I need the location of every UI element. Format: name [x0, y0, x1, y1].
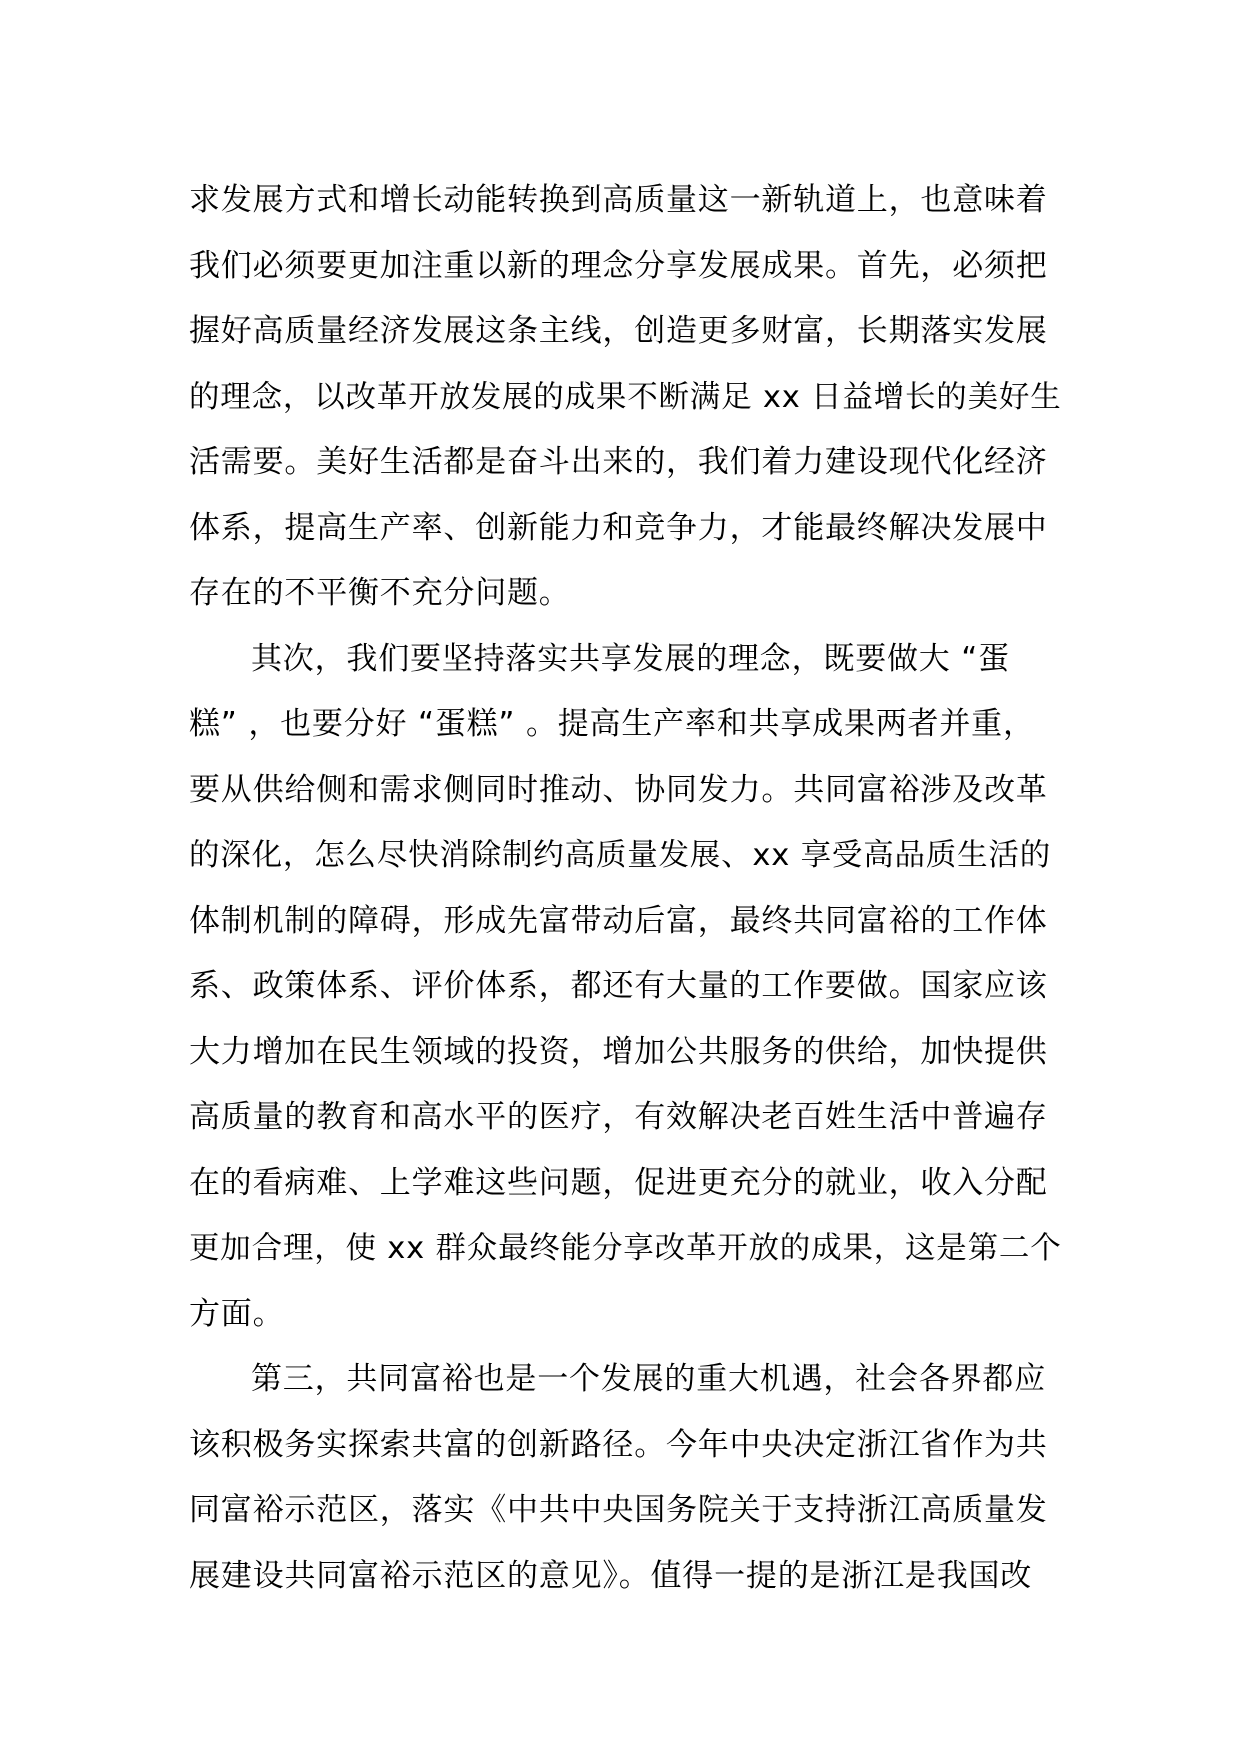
text-line: 更加合理，使 xx 群众最终能分享改革开放的成果，这是第二个	[189, 1231, 1062, 1266]
text-line: 握好高质量经济发展这条主线，创造更多财富，长期落实发展	[189, 313, 1048, 349]
text-line: 我们必须要更加注重以新的理念分享发展成果。首先，必须把	[189, 247, 1048, 284]
text-line: 求发展方式和增长动能转换到高质量这一新轨道上，也意味着	[189, 182, 1048, 218]
text-line: 要从供给侧和需求侧同时推动、协同发力。共同富裕涉及改革	[189, 771, 1048, 808]
text-line: 的理念，以改革开放发展的成果不断满足 xx 日益增长的美好生	[189, 379, 1062, 415]
text-line: 同富裕示范区，落实《中共中央国务院关于支持浙江高质量发	[189, 1492, 1048, 1528]
text-line: 高质量的教育和高水平的医疗，有效解决老百姓生活中普遍存	[189, 1099, 1048, 1135]
text-line: 的深化，怎么尽快消除制约高质量发展、xx 享受高品质生活的	[189, 838, 1051, 873]
text-line: 大力增加在民生领域的投资，增加公共服务的供给，加快提供	[189, 1033, 1048, 1070]
text-line: 糕” ，也要分好 “蛋糕” 。提高生产率和共享成果两者并重，	[189, 706, 1035, 742]
text-line: 在的看病难、上学难这些问题，促进更充分的就业，收入分配	[189, 1164, 1048, 1201]
text-line: 其次，我们要坚持落实共享发展的理念，既要做大 “蛋	[251, 640, 1010, 677]
text-line: 第三，共同富裕也是一个发展的重大机遇，社会各界都应	[251, 1361, 1046, 1397]
text-line: 系、政策体系、评价体系，都还有大量的工作要做。国家应该	[189, 968, 1048, 1004]
text-line: 活需要。美好生活都是奋斗出来的，我们着力建设现代化经济	[189, 444, 1048, 480]
text-line: 该积极务实探索共富的创新路径。今年中央决定浙江省作为共	[189, 1426, 1048, 1463]
text-line: 展建设共同富裕示范区的意见》。值得一提的是浙江是我国改	[189, 1557, 1033, 1594]
text-line: 体制机制的障碍，形成先富带动后富，最终共同富裕的工作体	[189, 902, 1048, 939]
text-line: 存在的不平衡不充分问题。	[189, 575, 571, 611]
body-text	[189, 168, 1062, 1609]
text-line: 方面。	[189, 1295, 285, 1332]
text-line: 体系，提高生产率、创新能力和竞争力，才能最终解决发展中	[189, 509, 1048, 546]
